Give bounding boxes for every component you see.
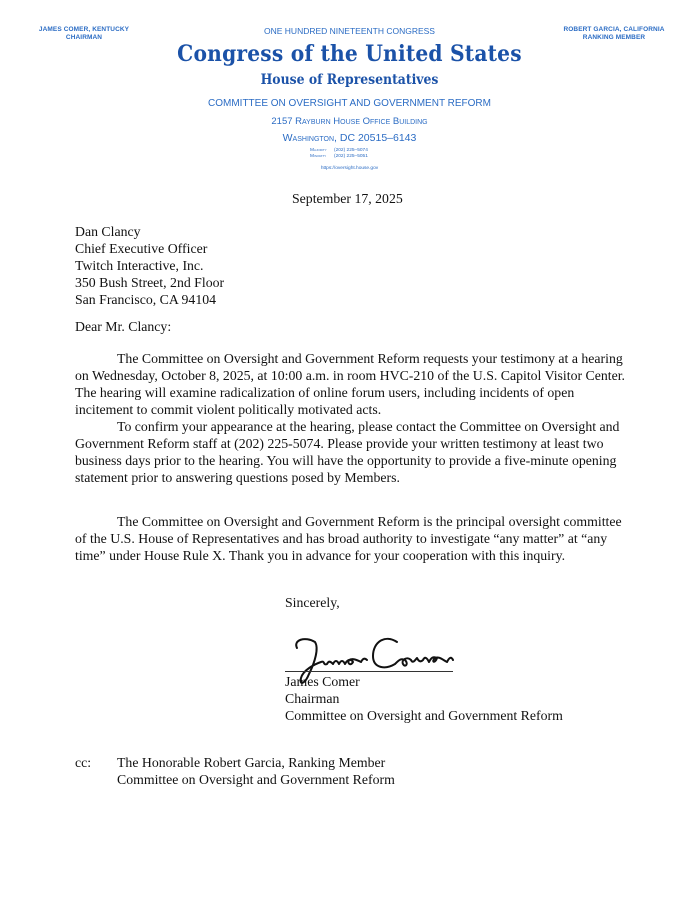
signature-line	[285, 671, 453, 672]
phone-number: (202) 225–5051	[334, 154, 368, 159]
cc-label: cc:	[75, 755, 92, 770]
recipient-title: Chief Executive Officer	[75, 241, 208, 256]
cc-recipient: The Honorable Robert Garcia, Ranking Member	[117, 755, 386, 770]
letter-date: September 17, 2025	[292, 191, 403, 206]
paragraph-text: The Committee on Oversight and Government Reform is the principal oversight committee of the U.S. House of Representatives and has broad authority to investigate “any matter” at “any time” under House Rule X. Thank you in advance for your cooperation with this inquiry.	[75, 514, 622, 563]
letterhead-title: Congress of the United States	[177, 41, 522, 67]
cc-block	[117, 754, 395, 788]
phone-label: Majority	[310, 148, 327, 153]
office-city: Washington, DC 20515–6143	[282, 132, 417, 144]
ranking-member-title: RANKING MEMBER	[582, 34, 646, 41]
ranking-member-name: ROBERT GARCIA, CALIFORNIA	[563, 26, 665, 33]
paragraph-text: To confirm your appearance at the hearing, please contact the Committee on Oversight and Government Reform staff at (202) 225-5074. Please provide your written testimony at least two business days prior to the hearing. You will have the opportunity to provide a five-minute opening statement prior to answering questions posed by Members.	[75, 419, 620, 485]
chairman-name: JAMES COMER, KENTUCKY	[38, 26, 130, 33]
recipient-name: Dan Clancy	[75, 224, 141, 239]
phone-numbers	[310, 148, 368, 160]
letterhead-house: House of Representatives	[260, 72, 439, 88]
signer-title: Chairman	[285, 691, 340, 706]
phone-number: (202) 225–5074	[334, 148, 368, 153]
office-address: 2157 Rayburn House Office Building	[271, 116, 428, 127]
signer-name: James Comer	[285, 674, 360, 689]
closing: Sincerely,	[285, 595, 340, 610]
committee-name: COMMITTEE ON OVERSIGHT AND GOVERNMENT REFORM	[208, 98, 491, 109]
website-link[interactable]: https://oversight.house.gov	[320, 166, 379, 171]
recipient-city: San Francisco, CA 94104	[75, 292, 217, 307]
body-paragraph-2	[75, 418, 635, 486]
recipient-company: Twitch Interactive, Inc.	[75, 258, 204, 273]
phone-minority	[310, 154, 368, 160]
chairman-title: CHAIRMAN	[65, 34, 103, 41]
cc-committee: Committee on Oversight and Government Reform	[117, 772, 395, 787]
recipient-street: 350 Bush Street, 2nd Floor	[75, 275, 225, 290]
signer-committee: Committee on Oversight and Government Reform	[285, 708, 563, 723]
body-paragraph-3	[75, 513, 635, 564]
signer-block	[285, 673, 563, 724]
congress-number: ONE HUNDRED NINETEENTH CONGRESS	[264, 26, 435, 36]
salutation: Dear Mr. Clancy:	[75, 319, 172, 334]
phone-label: Minority	[310, 154, 327, 159]
body-paragraph-1	[75, 350, 635, 418]
recipient-block	[75, 223, 224, 308]
paragraph-text: The Committee on Oversight and Government Reform requests your testimony at a hearing on Wednesday, October 8, 2025, at 10:00 a.m. in room HVC-210 of the U.S. Capitol Visitor Center. The hearing will examine radicalization of online forum users, including incidents of open incitement to commit violent politically motivated acts.	[75, 351, 625, 417]
